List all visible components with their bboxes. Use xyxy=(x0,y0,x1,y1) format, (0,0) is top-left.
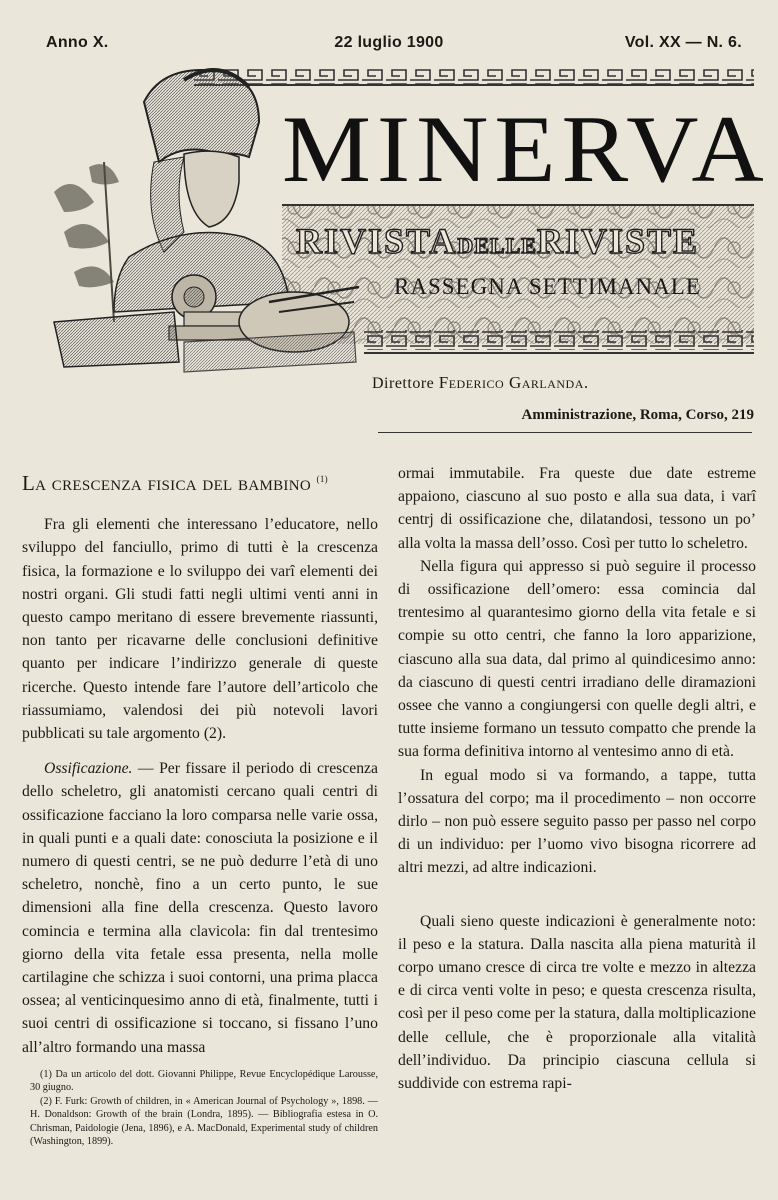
issue-header xyxy=(0,34,778,58)
subtitle-word-2: DELLE xyxy=(457,233,537,258)
paragraph: Nella figura qui appresso si può seguire il processo di ossificazione dell’omero: essa comincia dal trentesimo al quarantesimo giorno della vita fetale e si compie su otto centri, che fanno la loro apparizione, ciascuno alla sua data, dal primo al quindicesimo anno: da ciascuno di questi centri irradiano delle diramazioni ossee che vanno a congiungersi con quelle degli altri, e tutte insieme formano un tessuto compatto che prende la sua forma definitiva intorno al ventesimo anno di età. xyxy=(398,557,756,761)
header-rule xyxy=(378,432,752,433)
subtitle-word-3: RIVISTE xyxy=(536,221,700,261)
masthead-subtitle-2: RASSEGNA SETTIMANALE xyxy=(394,274,701,299)
article-title-text: La crescenza fisica del bambino xyxy=(22,471,311,495)
footnotes xyxy=(30,1068,378,1148)
masthead xyxy=(34,62,770,382)
issue-volume: Vol. XX — N. 6. xyxy=(624,34,742,51)
left-column xyxy=(22,462,378,1059)
subtitle-word-1: RIVISTA xyxy=(296,221,458,261)
director-line xyxy=(372,373,589,393)
footnote: (2) F. Furk: Growth of children, in « American Journal of Psychology », 1898. — H. Donaldson: Growth of the brain (Londra, 1895). — Bibliografia estesa in O. Chrisman, Paidologie (Jena, 1896), e A. MacDonald, Experimental study of children (Washington, 1899). xyxy=(30,1095,378,1148)
director-name: Federico Garlanda. xyxy=(438,373,589,392)
article-title xyxy=(22,468,378,495)
paragraph-gap xyxy=(398,880,756,910)
paragraph: Quali sieno queste indicazioni è generalmente noto: il peso e la statura. Dalla nascita alla piena maturità il corpo umano cresce di circa tre volte e mezzo in altezza e di circa venti volte in peso; e questa crescenza risulta, così per il peso come per la statura, dalla moltiplicazione delle cellule, che è proporzionale alla vitalità dell’individuo. Da principio ciascuna cellula si suddivide con estrema rapi- xyxy=(398,912,756,1093)
masthead-title: MINERVA xyxy=(282,96,770,202)
paragraph: ormai immutabile. Fra queste due date estreme appaiono, ciascuno al suo posto e alla sua data, i varî centrj di ossificazione che, dilatandosi, tessono un po’ alla volta la massa dell’osso. Così per tutto lo scheletro. xyxy=(398,465,756,552)
paragraph-gap xyxy=(22,745,378,757)
paragraph: In egual modo si va formando, a tappe, tutta l’ossatura del corpo; ma il procedimento – non occorre dirlo – non può essere seguito passo per passo nel corpo di un individuo: per l’uomo vivo bisogna ricorrere ad altri mezzi, ad altre indicazioni. xyxy=(398,766,756,877)
masthead-subtitle xyxy=(296,220,736,262)
paragraph: Fra gli elementi che interessano l’educatore, nello sviluppo del fanciullo, primo di tutti è la crescenza fisica, la formazione e lo sviluppo dei varî elementi dei nostri organi. Gli studi fatti negli ultimi venti anni in questo campo meritano di essere brevemente riassunti, non tanto per ricavarne delle conclusioni definitive quanto per indicare l’indirizzo generale di queste ricerche. Questo intende fare l’autore dell’articolo che riassumiamo, valendosi dei più notevoli lavori pubblicati su tale argomento (2). xyxy=(22,516,378,743)
ossification-label: Ossificazione. xyxy=(44,760,133,778)
director-label: Direttore xyxy=(372,375,435,392)
administration-line: Amministrazione, Roma, Corso, 219 xyxy=(521,407,754,423)
ossification-paragraph xyxy=(22,757,378,1059)
ossification-text: — Per fissare il periodo di crescenza dello scheletro, gli anatomisti cercano quali centri di ossificazione facciano la loro comparsa nelle varie ossa, in quali punti e a quali date: conosciuta la posizione e il numero di questi centri, se ne può dedurre l’età di uno scheletro, nonchè, fino a un certo punto, le sue dimensioni alla fine della crescenza. Questo lavoro comincia e termina alla clavicola: fin dal trentesimo giorno della vita fetale essa presenta, nella molle cartilagine che schizza i suoi contorni, una prima placca ossea; al venticinquesimo anno di età, finalmente, tutti i suoi centri di ossificazione si toccano, si fissano l’uno all’altro formando una massa xyxy=(22,760,378,1056)
right-column xyxy=(398,462,756,1095)
issue-year: Anno X. xyxy=(46,34,109,51)
footnote: (1) Da un articolo del dott. Giovanni Philippe, Revue Encyclopédique Larousse, 30 giugno. xyxy=(30,1069,378,1094)
article-title-note: (1) xyxy=(316,474,328,484)
issue-date: 22 luglio 1900 xyxy=(334,34,444,51)
